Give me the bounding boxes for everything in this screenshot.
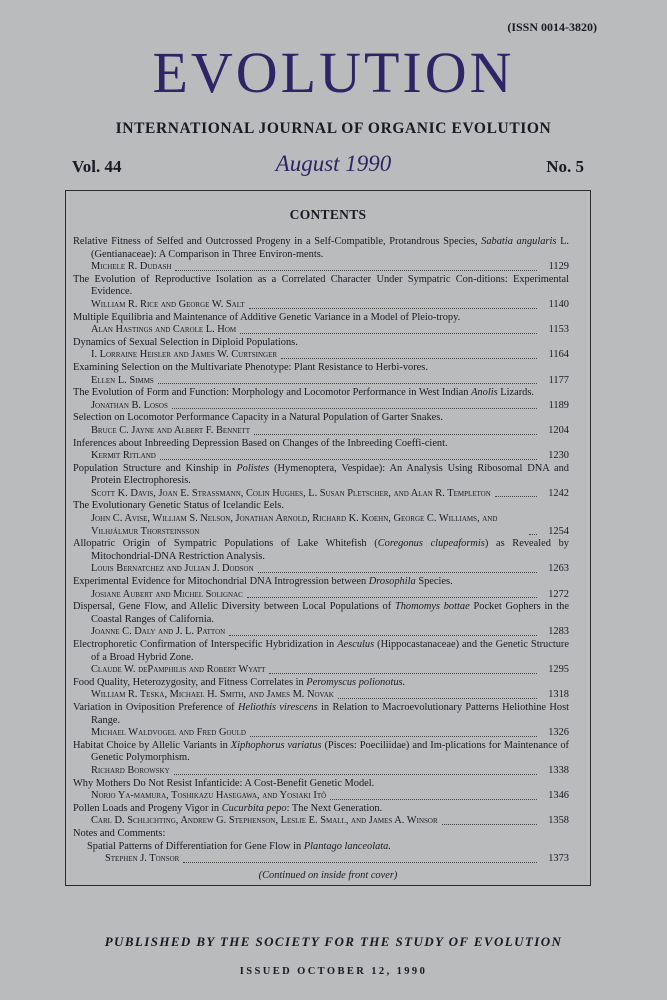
dot-leader (529, 534, 537, 535)
toc-entry (73, 538, 569, 576)
dot-leader (258, 572, 537, 573)
page-number: 1204 (548, 424, 569, 436)
toc-entry (73, 274, 569, 312)
page-number: 1263 (548, 563, 569, 575)
dot-leader (250, 736, 537, 737)
toc-entry (73, 236, 569, 274)
issued-date: ISSUED OCTOBER 12, 1990 (239, 966, 428, 977)
dot-leader (247, 597, 537, 598)
toc-entry (73, 387, 569, 412)
article-authors: Norio Ya-mamura, Toshikazu Hasegawa, and Yosiaki Itô (91, 790, 327, 802)
article-title: Pollen Loads and Progeny Vigor in Cucurbita pepo: The Next Generation. (73, 802, 383, 814)
toc-entry (73, 601, 569, 639)
toc-entry (73, 740, 569, 778)
dot-leader (330, 799, 537, 800)
toc-entry (73, 778, 569, 803)
dot-leader (338, 698, 537, 699)
article-authors: Alan Hastings and Carole L. Hom (91, 324, 237, 336)
page-number: 1242 (548, 487, 569, 499)
contents-heading: CONTENTS (289, 207, 367, 222)
toc-entry (73, 500, 569, 538)
dot-leader (281, 358, 537, 359)
contents-box (65, 190, 591, 886)
journal-masthead: EVOLUTION (152, 40, 515, 105)
toc-entry (73, 702, 569, 740)
page-number: 1373 (548, 853, 569, 865)
toc-entry (73, 438, 569, 463)
page-number: 1129 (548, 261, 569, 273)
article-authors: Claude W. dePamphilis and Robert Wyatt (91, 664, 266, 676)
article-title: Spatial Patterns of Differentiation for Gene Flow in Plantago lanceolata. (87, 840, 391, 852)
toc-entry (73, 576, 569, 601)
article-title: Dynamics of Sexual Selection in Diploid Populations. (73, 336, 298, 348)
article-title: Habitat Choice by Allelic Variants in Xiphophorus variatus (Pisces: Poeciliidae) and Im-plications for Maintenance of Genetic Polymorphism. (73, 739, 569, 764)
continued-note: (Continued on inside front cover) (258, 870, 398, 881)
dot-leader (249, 308, 537, 309)
notes-heading: Notes and Comments: (73, 827, 166, 839)
page-number: 1153 (548, 324, 569, 336)
article-authors: Bruce C. Jayne and Albert F. Bennett (91, 424, 251, 436)
dot-leader (254, 434, 537, 435)
article-authors: Kermit Ritland (91, 450, 156, 462)
page-number: 1177 (548, 374, 569, 386)
article-authors: Joanne C. Daly and J. L. Patton (91, 626, 226, 638)
dot-leader (269, 673, 537, 674)
article-authors: I. Lorraine Heisler and James W. Curtsinger (91, 349, 278, 361)
toc-entry (73, 677, 569, 702)
article-title: Selection on Locomotor Performance Capacity in a Natural Population of Garter Snakes. (73, 412, 443, 424)
article-authors: William R. Rice and George W. Salt (91, 298, 245, 310)
page-number: 1272 (548, 588, 569, 600)
page-number: 1283 (548, 626, 569, 638)
page-number: 1230 (548, 450, 569, 462)
dot-leader (174, 774, 537, 775)
page-number: 1164 (548, 349, 569, 361)
article-title: Food Quality, Heterozygosity, and Fitness Correlates in Peromyscus polionotus. (73, 676, 406, 688)
page-number: 1338 (548, 764, 569, 776)
page-number: 1140 (548, 298, 569, 310)
article-authors: Louis Bernatchez and Julian J. Dodson (91, 563, 254, 575)
article-title: Relative Fitness of Selfed and Outcrossed Progeny in a Self-Compatible, Protandrous Species, Sabatia angularis L. (Gentianaceae): A Comparison in Three Environ-ments. (73, 236, 570, 260)
dot-leader (172, 408, 537, 409)
dot-leader (175, 270, 537, 271)
issn-label: (ISSN 0014-3820) (507, 20, 597, 34)
article-authors: William R. Teska, Michael H. Smith, and James M. Novak (91, 689, 334, 701)
toc-entry (73, 639, 569, 677)
article-authors: Carl D. Schlichting, Andrew G. Stephenson, Leslie E. Small, and James A. Winsor (91, 815, 438, 827)
journal-subtitle: INTERNATIONAL JOURNAL OF ORGANIC EVOLUTION (115, 120, 552, 137)
article-authors: Michele R. Dudash (91, 261, 172, 273)
article-authors: Scott K. Davis, Joan E. Strassmann, Colin Hughes, L. Susan Pletscher, and Alan R. Templeton (91, 487, 491, 499)
article-title: Inferences about Inbreeding Depression Based on Changes of the Inbreeding Coeffi-cient. (73, 437, 448, 449)
article-authors: Michael Waldvogel and Fred Gould (91, 727, 246, 739)
article-title: The Evolutionary Genetic Status of Icelandic Eels. (73, 500, 284, 512)
page-number: 1326 (548, 727, 569, 739)
toc-entry (73, 337, 569, 362)
article-title: Allopatric Origin of Sympatric Populations of Lake Whitefish (Coregonus clupeaformis) as Revealed by Mitochondrial-DNA Restriction Analysis. (73, 538, 570, 562)
toc-entry (73, 362, 569, 387)
dot-leader (160, 459, 537, 460)
article-authors: Ellen L. Simms (91, 374, 154, 386)
toc-entry (73, 312, 569, 337)
dot-leader (442, 824, 537, 825)
toc-entry (73, 412, 569, 437)
article-title: Experimental Evidence for Mitochondrial DNA Introgression between Drosophila Species. (73, 576, 453, 588)
table-of-contents (73, 236, 569, 866)
page-number: 1358 (548, 815, 569, 827)
article-authors: Richard Borowsky (91, 764, 170, 776)
article-title: Multiple Equilibria and Maintenance of Additive Genetic Variance in a Model of Pleio-tropy. (73, 311, 461, 323)
page-number: 1189 (548, 399, 569, 411)
dot-leader (495, 496, 537, 497)
article-title: Electrophoretic Confirmation of Interspecific Hybridization in Aesculus (Hippocastanaceae) and the Genetic Structure of a Broad Hybrid Zone. (73, 639, 570, 663)
volume-label: Vol. 44 (72, 157, 122, 176)
toc-entry (73, 841, 569, 866)
article-authors: Josiane Aubert and Michel Solignac (91, 588, 243, 600)
article-title: Variation in Oviposition Preference of Heliothis virescens in Relation to Macroevolutionary Patterns Heliothine Host Range. (73, 701, 569, 726)
dot-leader (183, 862, 537, 863)
article-title: The Evolution of Form and Function: Morphology and Locomotor Performance in West Indian Anolis Lizards. (73, 387, 534, 399)
issue-number: No. 5 (546, 157, 584, 176)
toc-entry (73, 803, 569, 828)
article-authors: Jonathan B. Losos (91, 399, 168, 411)
issue-date: August 1990 (275, 151, 392, 176)
dot-leader (158, 383, 537, 384)
page-number: 1318 (548, 689, 569, 701)
toc-entry (73, 463, 569, 501)
publisher-line: PUBLISHED BY THE SOCIETY FOR THE STUDY OF EVOLUTION (104, 934, 563, 949)
article-authors: Stephen J. Tonsor (105, 853, 180, 865)
dot-leader (240, 333, 537, 334)
page-number: 1295 (548, 664, 569, 676)
article-title: Population Structure and Kinship in Polistes (Hymenoptera, Vespidae): An Analysis Using Ribosomal DNA and Protein Electrophoresis. (73, 462, 569, 487)
article-authors: John C. Avise, William S. Nelson, Jonathan Arnold, Richard K. Koehn, George C. Williams, and Vilhjálmur Thorsteinsson (91, 513, 498, 537)
article-title: Dispersal, Gene Flow, and Allelic Diversity between Local Populations of Thomomys bottae Pocket Gophers in the Coastal Ranges of California. (73, 601, 569, 625)
article-title: Examining Selection on the Multivariate Phenotype: Plant Resistance to Herbi-vores. (73, 361, 428, 373)
page-number: 1346 (548, 790, 569, 802)
page-number: 1254 (548, 525, 569, 537)
dot-leader (229, 635, 537, 636)
article-title: The Evolution of Reproductive Isolation as a Correlated Character Under Sympatric Con-ditions: Experimental Evidence. (73, 273, 569, 298)
article-title: Why Mothers Do Not Resist Infanticide: A Cost-Benefit Genetic Model. (73, 777, 375, 789)
